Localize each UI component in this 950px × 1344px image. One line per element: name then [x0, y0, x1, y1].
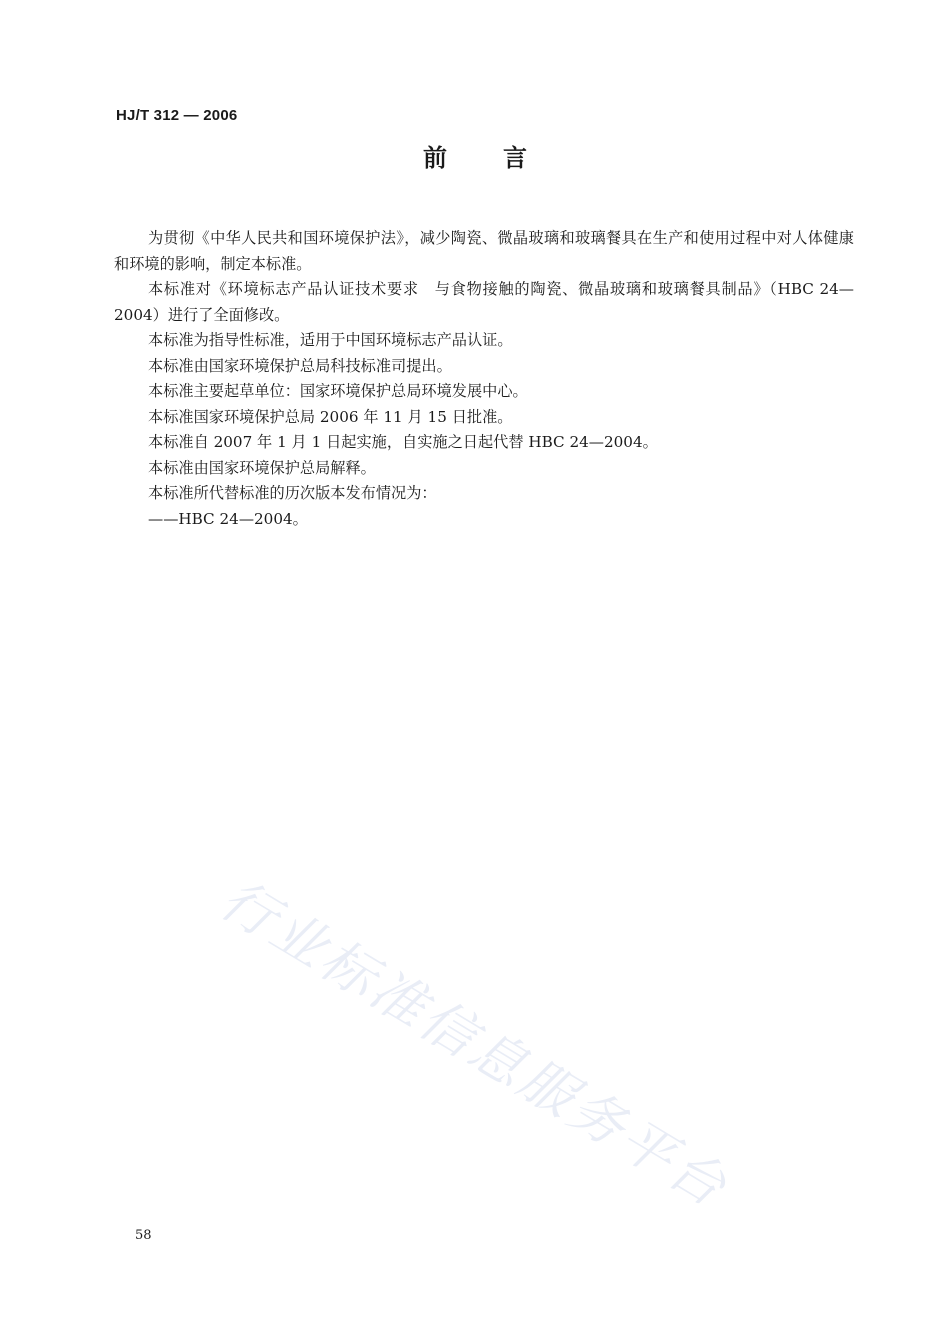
page-title: 前言 — [423, 144, 583, 172]
watermark: 行业标准信息服务平台 — [209, 867, 740, 1221]
paragraph-approval: 本标准国家环境保护总局 2006 年 11 月 15 日批准。 — [148, 407, 513, 426]
page-number: 58 — [135, 1228, 152, 1243]
paragraph-revision: 本标准对《环境标志产品认证技术要求 与食物接触的陶瓷、微晶玻璃和玻璃餐具制品》（HBC 24—2004）进行了全面修改。 — [114, 280, 854, 324]
paragraph-interpretation: 本标准由国家环境保护总局解释。 — [148, 458, 376, 477]
paragraph-history-intro: 本标准所代替标准的历次版本发布情况为： — [148, 484, 437, 502]
standard-code: HJ/T 312 — 2006 — [116, 107, 238, 124]
paragraph-purpose: 为贯彻《中华人民共和国环境保护法》，减少陶瓷、微晶玻璃和玻璃餐具在生产和使用过程中对人体健康和环境的影响，制定本标准。 — [114, 229, 854, 273]
paragraph-history-item: ——HBC 24—2004。 — [148, 509, 308, 528]
foreword-body — [114, 226, 854, 532]
paragraph-drafter: 本标准主要起草单位：国家环境保护总局环境发展中心。 — [148, 382, 528, 400]
paragraph-effective-date: 本标准自 2007 年 1 月 1 日起实施，自实施之日起代替 HBC 24—2004。 — [148, 433, 658, 451]
paragraph-proposer: 本标准由国家环境保护总局科技标准司提出。 — [148, 356, 452, 375]
paragraph-guidance: 本标准为指导性标准，适用于中国环境标志产品认证。 — [148, 331, 513, 349]
